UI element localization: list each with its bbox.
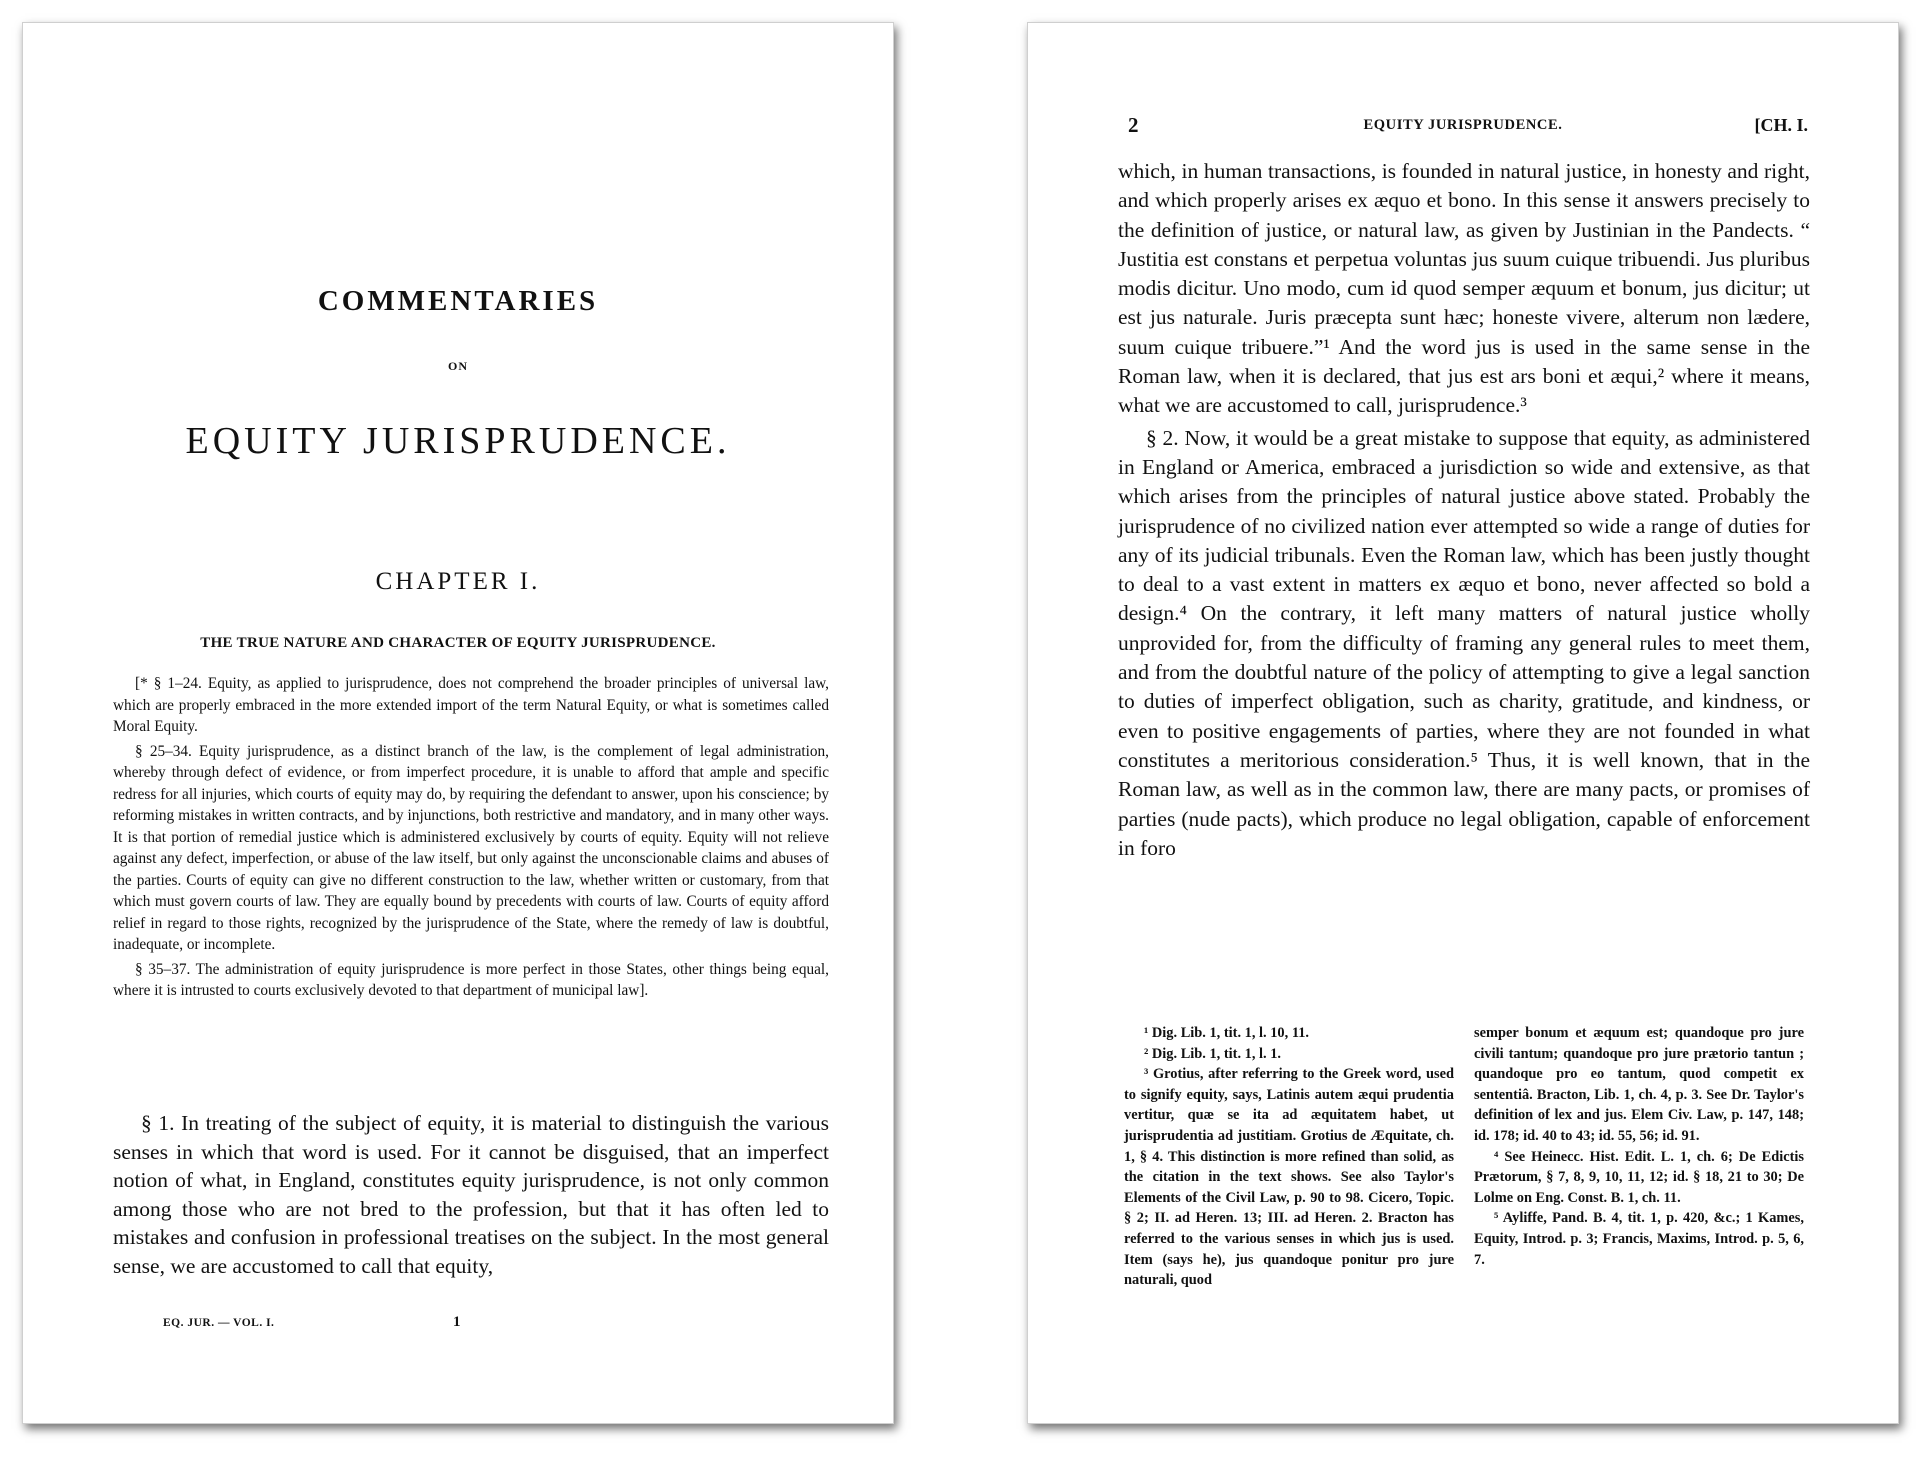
- summary-paragraph: [* § 1–24. Equity, as applied to jurisprudence, does not comprehend the broader principles of universal law, which are properly embraced in the more extended import of the term Natural Equity, or what is sometimes called Moral Equity.: [113, 675, 829, 735]
- chapter-reference: [CH. I.: [1754, 115, 1808, 135]
- left-page: [22, 22, 894, 1424]
- left-body-text: [113, 1109, 829, 1280]
- footnote: ⁴ See Heinecc. Hist. Edit. L. 1, ch. 6; De Edictis Prætorum, § 7, 8, 9, 10, 11, 12; id. § 18, 21 to 30; De Lolme on Eng. Const. B. 1, ch. 11.: [1474, 1148, 1804, 1206]
- body-paragraph: § 1. In treating of the subject of equity, it is material to distinguish the various senses in which that word is used. For it cannot be disguised, that an imperfect notion of what, in England, constitutes equity jurisprudence, is not only common among those who are not bred to the profession, but that it has often led to mistakes and confusion in professional treatises on the subject. In the most general sense, we are accustomed to call that equity,: [113, 1111, 829, 1278]
- body-paragraph: which, in human transactions, is founded in natural justice, in honesty and right, and which properly arises ex æquo et bono. In this sense it answers precisely to the definition of justice, or natural law, as given by Justinian in the Pandects. “ Justitia est constans et perpetua voluntas jus suum cuique tribuendi. Jus pluribus modis dicitur. Uno modo, cum id quod semper æquum et bonum, jus dicitur; ut est jus naturale. Juris præcepta sunt hæc; honeste vivere, alterum non lædere, suum cuique tribuere.”¹ And the word jus is used in the same sense in the Roman law, when it is declared, that jus est ars boni et æqui,² where it means, what we are accustomed to call, jurisprudence.³: [1118, 159, 1810, 418]
- footer-signature: EQ. JUR. — VOL. I.: [163, 1317, 275, 1329]
- footnote: ¹ Dig. Lib. 1, tit. 1, l. 10, 11.: [1144, 1025, 1310, 1041]
- footnote: ³ Grotius, after referring to the Greek word, used to signify equity, says, Latinis autem æqui prudentia vertitur, quæ se ita ad æquitatem habet, ut jurisprudentia ad justitiam. Grotius de Æquitate, ch. 1, § 4. This distinction is more refined than solid, as the citation in the text shows. See also Taylor's Elements of the Civil Law, p. 90 to 98. Cicero, Topic. § 2; II. ad Heren. 13; III. ad Heren. 2. Bracton has referred to the various senses in which jus is used. Item (says he), jus quandoque ponitur pro jure naturali, quod: [1124, 1066, 1454, 1289]
- footnote: semper bonum et æquum est; quandoque pro jure civili tantum; quandoque pro jure prætorio tantun ; quandoque pro eo tantum, quod competit ex sententiâ. Bracton, Lib. 1, ch. 4, p. 3. See Dr. Taylor's definition of lex and jus. Elem Civ. Law, p. 147, 148; id. 178; id. 40 to 43; id. 55, 56; id. 91.: [1474, 1025, 1804, 1144]
- summary-paragraph: § 25–34. Equity jurisprudence, as a distinct branch of the law, is the complement of legal administration, whereby through defect of evidence, or from imperfect procedure, it is unable to afford that ample and specific redress for all injuries, which courts of equity may do, by requiring the defendant to answer, upon his conscience; by reforming mistakes in written contracts, and by injunctions, both restrictive and mandatory, and in many other ways. It is that portion of remedial justice which is administered exclusively by courts of equity. Equity will not relieve against any defect, imperfection, or abuse of the law itself, but only against the unconscionable claims and abuses of the parties. Courts of equity can give no different construction to the law, whether written or customary, from that which must govern courts of law. They are equally bound by precedents with courts of law. Courts of equity afford relief in regard to those rights, recognized by the jurisprudence of the State, where the remedy of law is doubtful, inadequate, or incomplete.: [113, 742, 829, 953]
- chapter-subtitle: THE TRUE NATURE AND CHARACTER OF EQUITY JURISPRUDENCE.: [200, 635, 716, 651]
- title-connector: ON: [448, 359, 468, 373]
- footnotes: [1124, 1023, 1804, 1291]
- footnotes-column-right: [1474, 1023, 1804, 1291]
- footnote: ² Dig. Lib. 1, tit. 1, l. 1.: [1144, 1045, 1282, 1062]
- body-paragraph: § 2. Now, it would be a great mistake to suppose that equity, as administered in England or America, embraced a jurisdiction so wide and extensive, as that which arises from the principles of natural justice above stated. Probably the jurisprudence of no civilized nation ever attempted so wide a range of duties for any of its judicial tribunals. Even the Roman law, which has been justly thought to deal to a vast extent in matters ex æquo et bono, never affected so bold a design.⁴ On the contrary, it left many matters of natural justice wholly unprovided for, from the difficulty of framing any general rules to meet them, and from the doubtful nature of the policy of attempting to give a legal sanction to duties of imperfect obligation, such as charity, gratitude, and kindness, or even to positive engagements of parties, where they are not founded in what constitutes a meritorious consideration.⁵ Thus, it is well known, that in the Roman law, as well as in the common law, there are many pacts, or promises of parties (nude pacts), which produce no legal obligation, capable of enforcement in foro: [1118, 425, 1810, 860]
- chapter-heading: CHAPTER I.: [375, 568, 541, 595]
- footnotes-column-left: [1124, 1023, 1454, 1291]
- page-number: 2: [1128, 113, 1139, 137]
- page-number: 1: [453, 1314, 461, 1330]
- running-head: EQUITY JURISPRUDENCE.: [1363, 117, 1563, 133]
- summary-paragraph: § 35–37. The administration of equity jurisprudence is more perfect in those States, other things being equal, where it is intrusted to courts exclusively devoted to that department of municipal law].: [113, 960, 829, 999]
- right-body-text: [1118, 157, 1810, 863]
- right-page: [1027, 22, 1899, 1424]
- book-subtitle: EQUITY JURISPRUDENCE.: [185, 420, 731, 462]
- footnote: ⁵ Ayliffe, Pand. B. 4, tit. 1, p. 420, &c.; 1 Kames, Equity, Introd. p. 3; Francis, Maxims, Introd. p. 5, 6, 7.: [1474, 1210, 1804, 1268]
- chapter-summary: [113, 673, 829, 1005]
- book-title: COMMENTARIES: [317, 285, 599, 317]
